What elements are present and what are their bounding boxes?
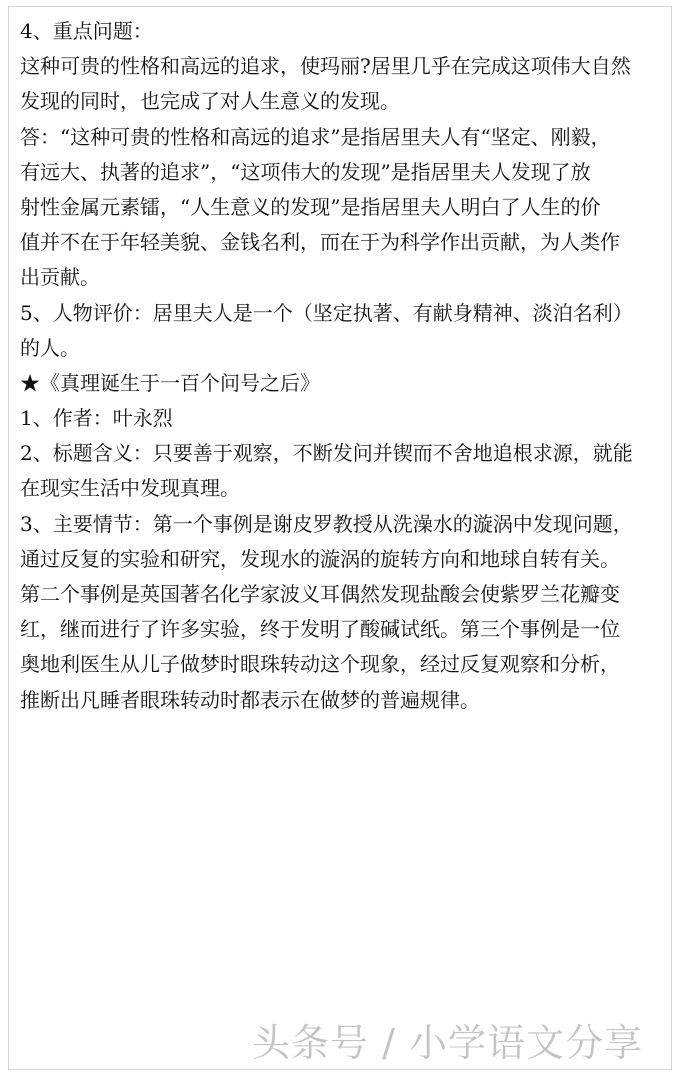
text-line: 的人。 (20, 335, 80, 360)
text-line: 2、标题含义：只要善于观察，不断发问并锲而不舍地追根求源，就能 (20, 441, 633, 466)
answer-text-line (20, 120, 670, 155)
title-meaning-line (20, 471, 670, 506)
section-title (20, 366, 670, 401)
plot-line (20, 683, 670, 718)
text-line: 1、作者：叶永烈 (20, 406, 173, 431)
question-text-line (20, 84, 670, 119)
watermark: 头条号 / 小学语文分享 (252, 1021, 643, 1065)
plot-line (20, 507, 670, 542)
text-line: 红，继而进行了许多实验，终于发明了酸碱试纸。第三个事例是一位 (20, 617, 620, 642)
text-line: 有远大、执著的追求”，“这项伟大的发现”是指居里夫人发现了放 (20, 159, 591, 184)
plot-line (20, 647, 670, 682)
text-line: 这种可贵的性格和高远的追求，使玛丽?居里几乎在完成这项伟大自然 (20, 54, 631, 79)
answer-text-line (20, 260, 670, 295)
text-line: 奥地利医生从儿子做梦时眼珠转动这个现象，经过反复观察和分析， (20, 652, 620, 677)
text-line: 第二个事例是英国著名化学家波义耳偶然发现盐酸会使紫罗兰花瓣变 (20, 582, 620, 606)
text-line: 出贡献。 (20, 265, 100, 290)
text-line: 5、人物评价：居里夫人是一个（坚定执著、有献身精神、淡泊名利） (20, 300, 633, 325)
character-evaluation-line (20, 296, 670, 331)
text-line: 4、重点问题： (20, 19, 153, 43)
answer-text-line (20, 190, 670, 225)
plot-line (20, 577, 670, 612)
text-line: 通过反复的实验和研究，发现水的漩涡的旋转方向和地球自转有关。 (20, 546, 620, 571)
text-line: 在现实生活中发现真理。 (20, 476, 240, 501)
plot-line (20, 542, 670, 577)
text-line: 发现的同时，也完成了对人生意义的发现。 (20, 89, 400, 114)
answer-text-line (20, 155, 670, 190)
text-line: 射性金属元素镭，“人生意义的发现”是指居里夫人明白了人生的价 (20, 194, 601, 219)
author-line (20, 401, 670, 436)
question-text-line (20, 49, 670, 84)
document-body (20, 14, 670, 718)
text-line: 推断出凡睡者眼珠转动时都表示在做梦的普遍规律。 (20, 687, 480, 712)
character-evaluation-line (20, 331, 670, 366)
text-line: 值并不在于年轻美貌、金钱名利，而在于为科学作出贡献，为人类作 (20, 230, 620, 255)
heading-key-question (20, 14, 670, 49)
title-meaning-line (20, 436, 670, 471)
text-line: 3、主要情节：第一个事例是谢皮罗教授从洗澡水的漩涡中发现问题， (20, 511, 633, 536)
text-line: ★《真理诞生于一百个问号之后》 (20, 370, 320, 395)
plot-line (20, 612, 670, 647)
text-line: 答：“这种可贵的性格和高远的追求”是指居里夫人有“坚定、刚毅， (20, 124, 611, 149)
answer-text-line (20, 225, 670, 260)
